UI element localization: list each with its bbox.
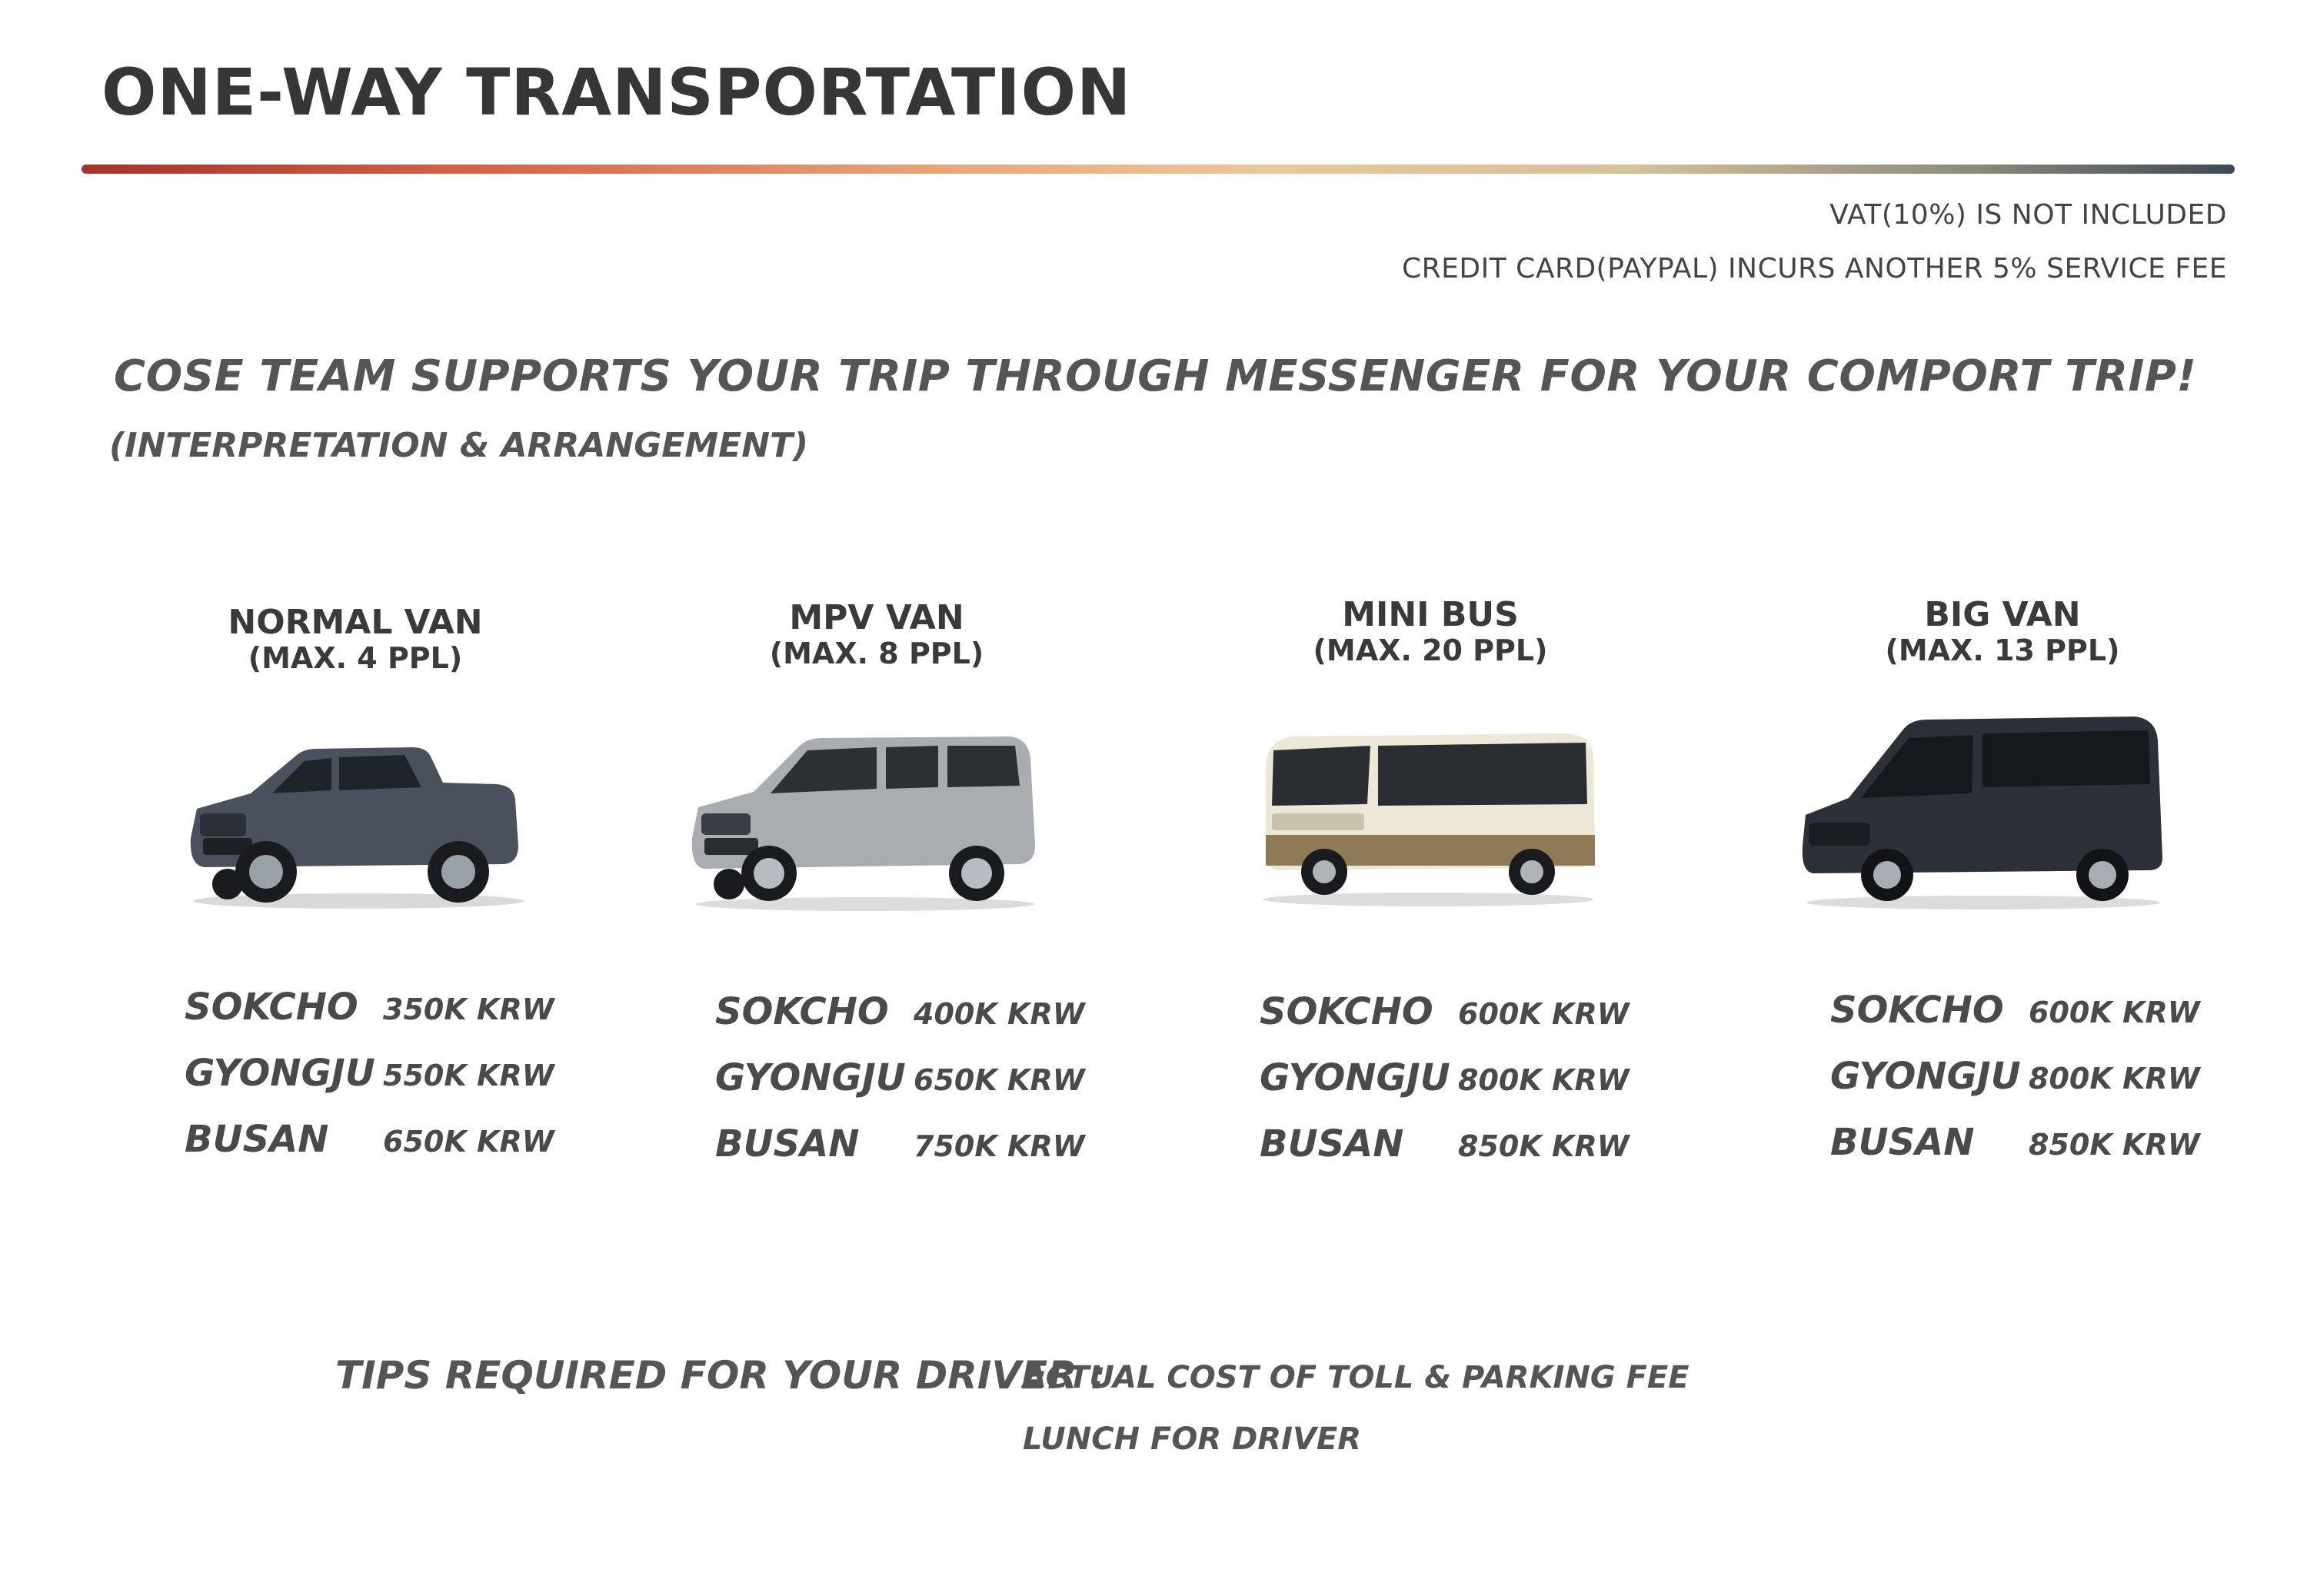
destination-label: SOKCHO <box>185 986 358 1029</box>
fare-value: 600K KRW <box>1458 997 1630 1031</box>
gradient-divider <box>82 165 2235 174</box>
vehicle-name: BIG VAN <box>1924 595 2081 634</box>
fare-value: 400K KRW <box>914 997 1085 1031</box>
vehicle-capacity: (MAX. 4 PPL) <box>248 641 463 676</box>
page-title: ONE-WAY TRANSPORTATION <box>102 55 1132 130</box>
vat-note: VAT(10%) IS NOT INCLUDED <box>1829 199 2227 231</box>
mini-bus-icon <box>1255 720 1601 912</box>
fare-value: 750K KRW <box>914 1129 1085 1163</box>
fare-value: 650K KRW <box>914 1063 1085 1097</box>
support-headline: COSE TEAM SUPPORTS YOUR TRIP THROUGH MESSENGER FOR YOUR COMPORT TRIP! <box>114 351 2197 401</box>
fare-value: 800K KRW <box>1458 1063 1630 1097</box>
vehicle-name: NORMAL VAN <box>228 603 483 642</box>
mpv-van-icon <box>684 723 1046 915</box>
destination-label: BUSAN <box>185 1118 329 1161</box>
destination-label: BUSAN <box>1260 1122 1404 1165</box>
pickup-truck-icon <box>181 723 528 915</box>
fare-value: 850K KRW <box>2029 1128 2200 1162</box>
vehicle-name: MINI BUS <box>1342 595 1519 634</box>
destination-label: SOKCHO <box>1830 989 2004 1032</box>
big-van-icon <box>1795 707 2172 915</box>
vehicle-capacity: (MAX. 8 PPL) <box>769 637 984 671</box>
fare-value: 650K KRW <box>383 1125 554 1159</box>
destination-label: SOKCHO <box>715 990 889 1033</box>
vehicle-card-mini-bus <box>1192 597 1669 669</box>
card-fee-note: CREDIT CARD(PAYPAL) INCURS ANOTHER 5% SERVICE FEE <box>1402 253 2227 284</box>
fare-value: 350K KRW <box>383 993 554 1026</box>
destination-label: BUSAN <box>1830 1121 1975 1164</box>
tip-item-toll: ACTUAL COST OF TOLL & PARKING FEE <box>1023 1360 1689 1395</box>
vehicle-card-mpv-van <box>638 600 1115 672</box>
vehicle-capacity: (MAX. 13 PPL) <box>1885 633 2120 668</box>
fare-value: 800K KRW <box>2029 1062 2200 1096</box>
fare-value: 600K KRW <box>2029 996 2200 1029</box>
tips-label: TIPS REQUIRED FOR YOUR DRIVER : <box>335 1353 1107 1398</box>
vehicle-capacity: (MAX. 20 PPL) <box>1313 633 1548 668</box>
destination-label: GYONGJU <box>1830 1055 2021 1098</box>
fare-value: 850K KRW <box>1458 1129 1630 1163</box>
destination-label: GYONGJU <box>1260 1056 1450 1099</box>
destination-label: GYONGJU <box>185 1052 375 1095</box>
destination-label: SOKCHO <box>1260 990 1433 1033</box>
vehicle-name: MPV VAN <box>789 598 964 637</box>
tip-item-lunch: LUNCH FOR DRIVER <box>1023 1421 1362 1457</box>
vehicle-card-big-van <box>1764 597 2241 669</box>
support-subline: (INTERPRETATION & ARRANGEMENT) <box>109 426 809 465</box>
vehicle-card-normal-van <box>117 604 594 677</box>
destination-label: GYONGJU <box>715 1056 906 1099</box>
destination-label: BUSAN <box>715 1122 860 1165</box>
fare-value: 550K KRW <box>383 1059 554 1092</box>
